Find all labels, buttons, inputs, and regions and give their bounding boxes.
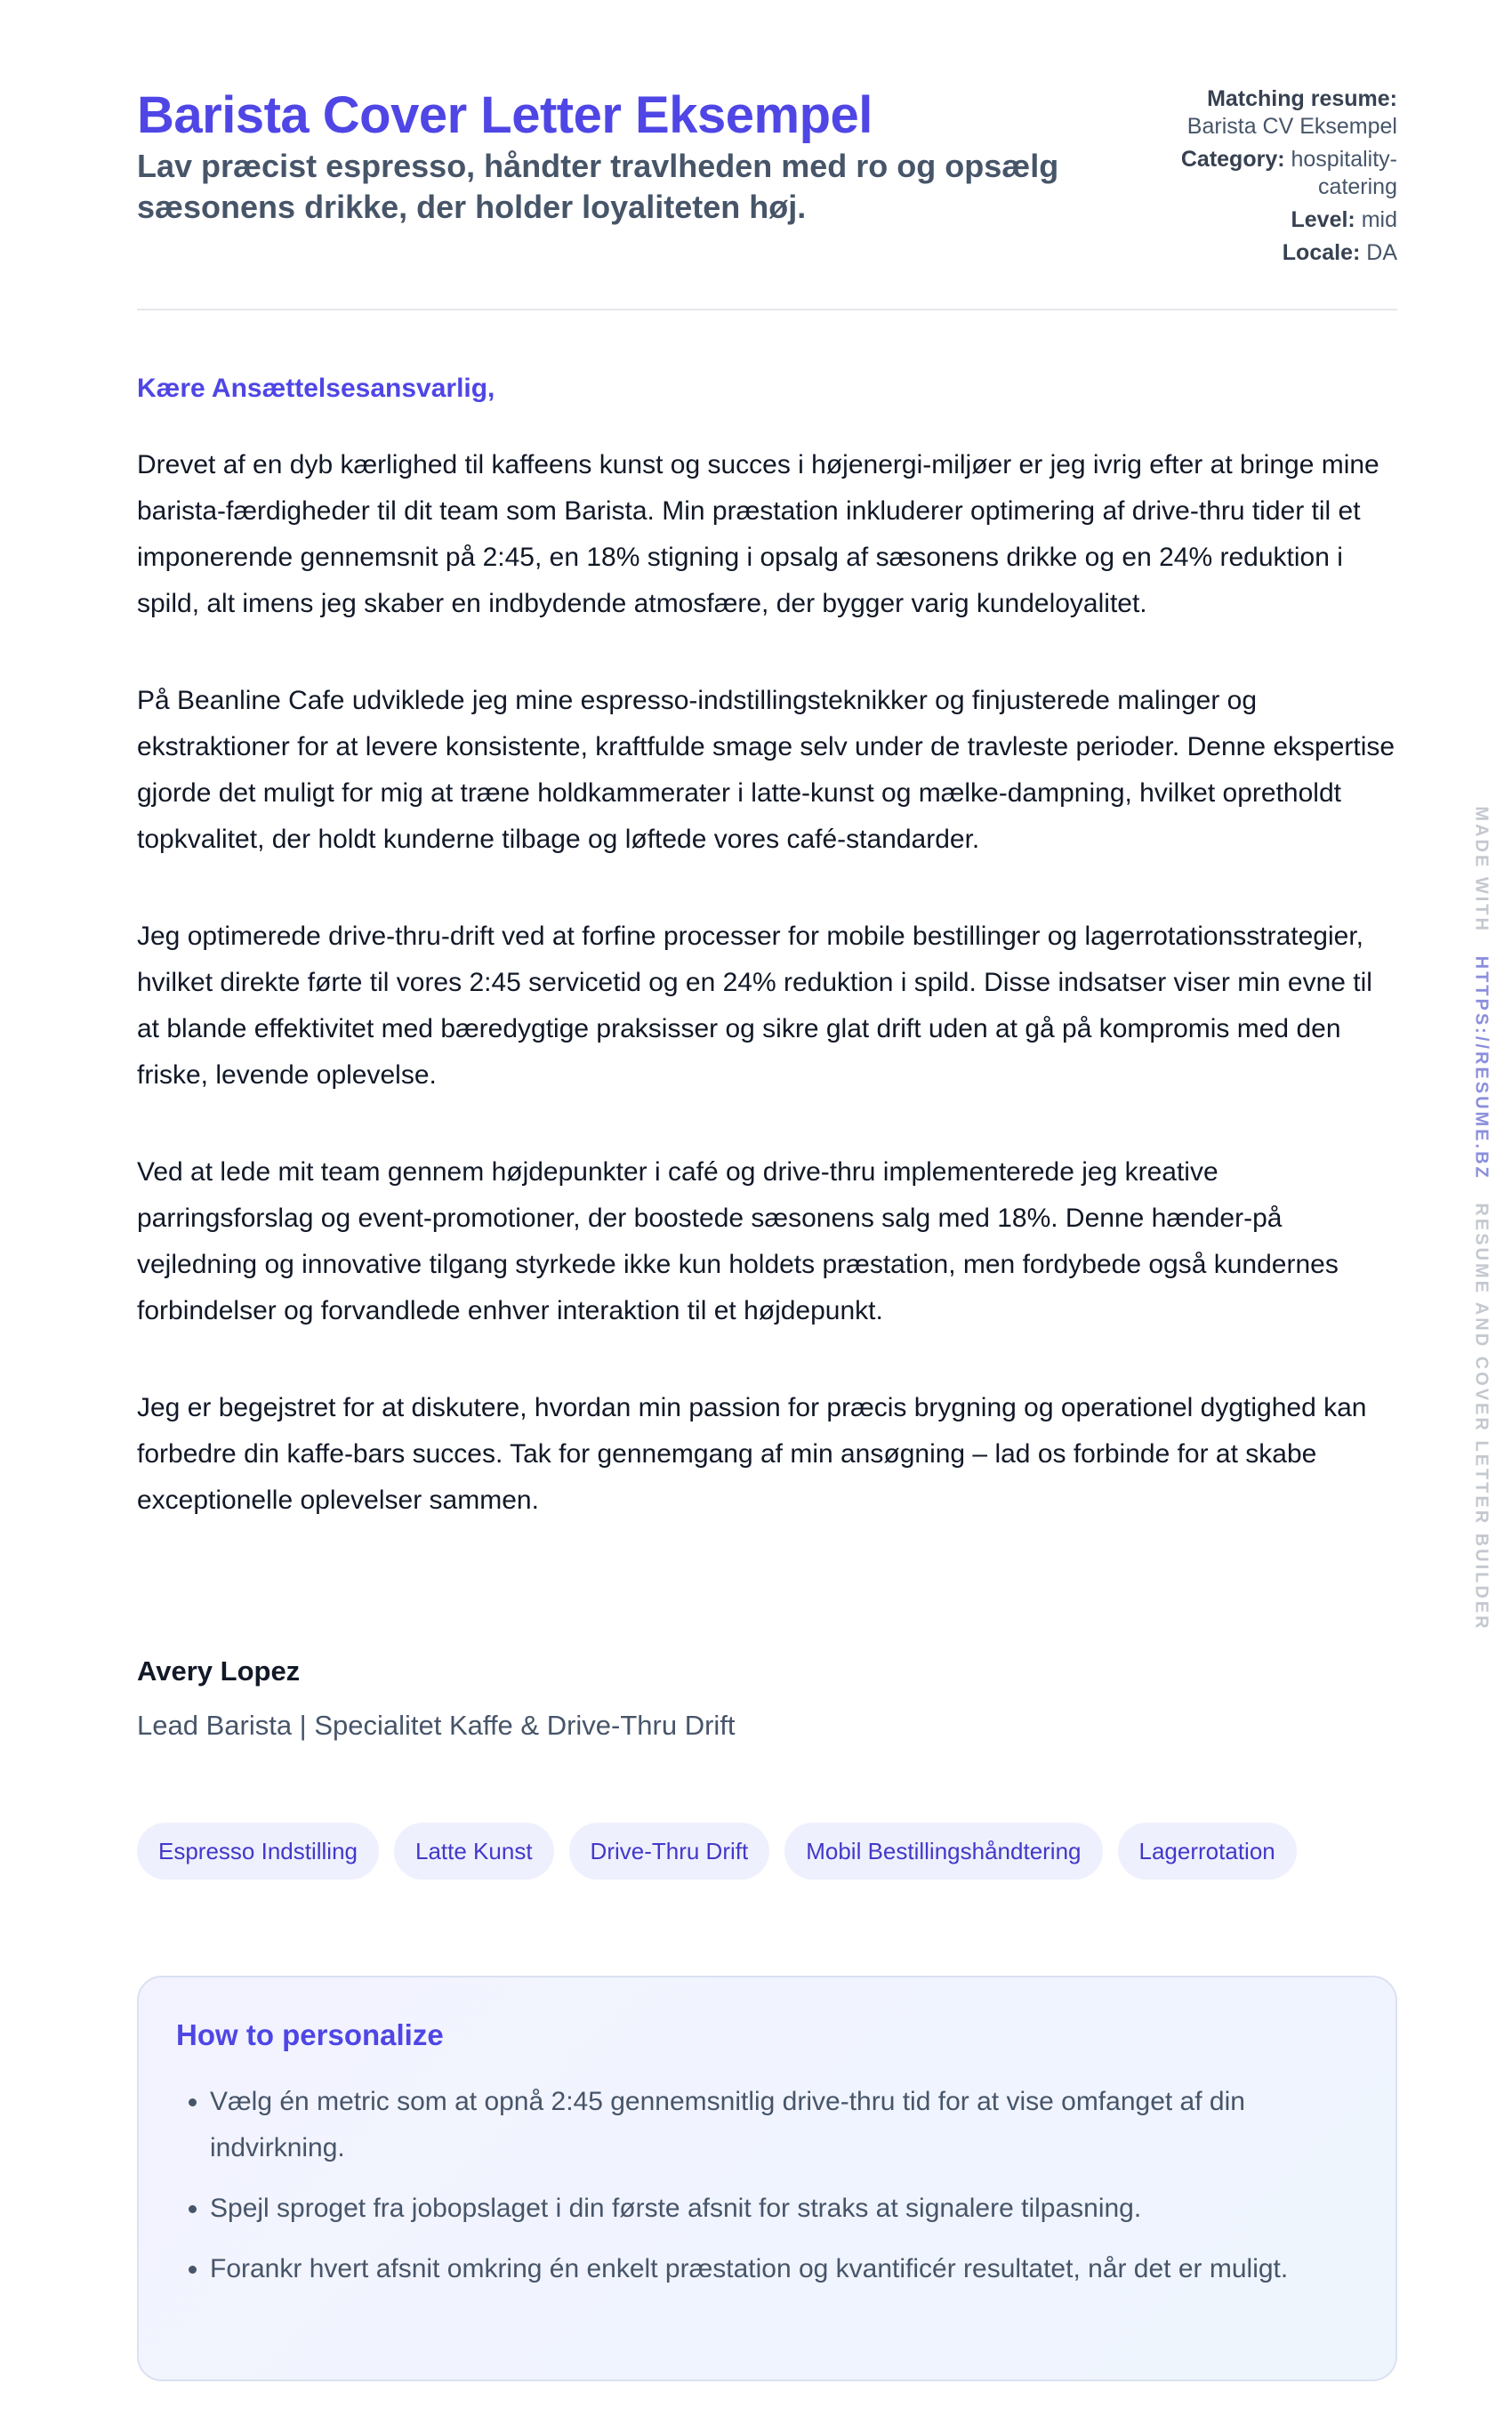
- made-with-credit: [1471, 806, 1492, 1631]
- meta-category-value: hospitality-catering: [1291, 147, 1397, 199]
- letter-paragraph: Drevet af en dyb kærlighed til kaffeens kunst og succes i højenergi-miljøer er jeg ivrig efter at bringe mine barista-færdigheder til dit team som Barista. Min præstation inkluderer optimering af drive-thru tider til et imponerende gennemsnit på 2:45, en 18% stigning i opsalg af sæsonens drikke og en 24% reduktion i spild, alt imens jeg skaber en indbydende atmosfære, der bygger varig kundeloyalitet.: [137, 450, 1379, 618]
- meta-category-label: Category:: [1180, 147, 1285, 172]
- meta-locale-value: DA: [1366, 240, 1397, 265]
- letter-paragraph: Jeg optimerede drive-thru-drift ved at forfine processer for mobile bestillinger og lagerrotationsstrategier, hvilket direkte førte til vores 2:45 servicetid og en 24% reduktion i spild. Disse indsatser viser min evne til at blande effektivitet med bæredygtige praksisser og sikre glat drift uden at gå på kompromis med den friske, levende oplevelse.: [137, 922, 1372, 1090]
- letter-greeting: Kære Ansættelsesansvarlig,: [137, 374, 495, 403]
- tips-item: • Vælg én metric som at opnå 2:45 gennemsnitlig drive-thru tid for at vise omfanget af din indvirkning.: [210, 2079, 1358, 2171]
- signer-role: Lead Barista | Specialitet Kaffe & Drive-Thru Drift: [137, 1710, 736, 1741]
- skill-tag: Drive-Thru Drift: [569, 1823, 770, 1880]
- meta-level-label: Level:: [1291, 207, 1355, 232]
- meta-matching-resume: [1130, 85, 1397, 141]
- letter-body: [137, 442, 1397, 1574]
- personalize-tips-box: [137, 1976, 1397, 2381]
- meta-category: [1130, 146, 1397, 201]
- letter-paragraph: Ved at lede mit team gennem højdepunkter i café og drive-thru implementerede jeg kreative parringsforslag og event-promotioner, der boostede sæsonens salg med 18%. Denne hænder-på vejledning og innovative tilgang styrkede ikke kun holdets præstation, men fordybede også kundernes forbindelser og forvandlede enhver interaktion til et højdepunkt.: [137, 1157, 1339, 1325]
- tips-item: • Spejl sproget fra jobopslaget i din første afsnit for straks at signalere tilpasning.: [210, 2186, 1358, 2232]
- tips-title: How to personalize: [176, 2018, 444, 2051]
- signer-name: Avery Lopez: [137, 1655, 301, 1687]
- tips-item: • Forankr hvert afsnit omkring én enkelt præstation og kvantificér resultatet, når det er muligt.: [210, 2246, 1358, 2292]
- skill-tag: Lagerrotation: [1118, 1823, 1297, 1880]
- page-title: Barista Cover Letter Eksempel: [137, 86, 873, 144]
- credit-prefix: MADE WITH: [1471, 806, 1492, 933]
- skill-tags: [137, 1823, 1297, 1880]
- meta-matching-resume-label: Matching resume:: [1207, 86, 1397, 111]
- meta-level: [1130, 206, 1397, 234]
- letter-paragraph: På Beanline Cafe udviklede jeg mine espresso-indstillingsteknikker og finjusterede malinger og ekstraktioner for at levere konsistente, kraftfulde smage selv under de travleste perioder. Denne ekspertise gjorde det muligt for mig at træne holdkammerater i latte-kunst og mælke-dampning, hvilket opretholdt topkvalitet, der holdt kunderne tilbage og løftede vores café-standarder.: [137, 686, 1395, 854]
- skill-tag: Espresso Indstilling: [137, 1823, 379, 1880]
- credit-suffix: RESUME AND COVER LETTER BUILDER: [1471, 1203, 1492, 1631]
- header: [137, 0, 1397, 310]
- meta-matching-resume-value[interactable]: Barista CV Eksempel: [1186, 114, 1397, 139]
- meta-panel: [1130, 85, 1397, 272]
- credit-link[interactable]: HTTPS://RESUME.BZ: [1471, 955, 1492, 1180]
- meta-level-value: mid: [1361, 207, 1397, 232]
- cover-letter-page: [137, 0, 1397, 2283]
- skill-tag: Mobil Bestillingshåndtering: [784, 1823, 1102, 1880]
- page-subtitle: Lav præcist espresso, håndter travlheden med ro og opsælg sæsonens drikke, der holder loyaliteten høj.: [137, 148, 1059, 225]
- tips-list: [176, 2079, 1358, 2292]
- meta-locale: [1130, 239, 1397, 267]
- skill-tag: Latte Kunst: [394, 1823, 554, 1880]
- meta-locale-label: Locale:: [1282, 240, 1361, 265]
- letter-paragraph: Jeg er begejstret for at diskutere, hvordan min passion for præcis brygning og operationel dygtighed kan forbedre din kaffe-bars succes. Tak for gennemgang af min ansøgning – lad os forbinde for at skabe exceptionelle oplevelser sammen.: [137, 1393, 1367, 1515]
